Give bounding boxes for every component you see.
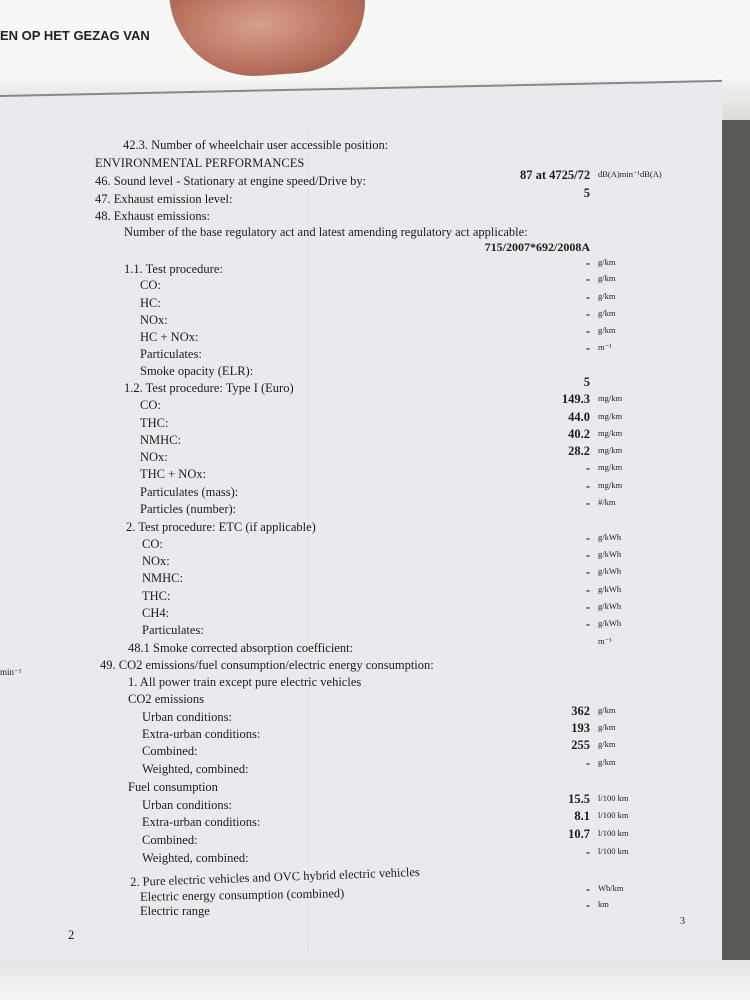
row-label: Weighted, combined: [142, 762, 249, 776]
row-label: CO: [140, 398, 161, 412]
row-unit: mg/km [598, 393, 623, 403]
row-value: 149.3 [561, 392, 590, 406]
page-fold [308, 131, 310, 951]
row-label: 42.3. Number of wheelchair user accessible position: [123, 138, 389, 152]
row-unit: g/kWh [598, 566, 622, 576]
row-unit: g/km [598, 308, 616, 318]
row-value: - [585, 898, 590, 912]
row-label: Electric energy consumption (combined) [139, 886, 345, 904]
row-value: 40.2 [568, 427, 590, 441]
row-value: 87 at 4725/72 [520, 168, 591, 182]
row-value: 28.2 [568, 444, 590, 458]
row-label: Combined: [142, 744, 198, 758]
row-label: CO: [140, 278, 161, 292]
row-label: CH4: [142, 606, 170, 620]
row-value: - [585, 565, 590, 579]
row-value: - [585, 324, 590, 338]
row-value: 193 [571, 721, 590, 735]
row-value: - [585, 882, 590, 896]
row-label: CO: [142, 537, 163, 551]
row-label: 1.2. Test procedure: Type I (Euro) [124, 381, 294, 395]
row-value: - [585, 845, 590, 859]
row-label: 2. Test procedure: ETC (if applicable) [126, 520, 316, 534]
row-unit: g/km [598, 325, 616, 335]
row-value: - [585, 272, 590, 286]
row-label: 1. All power train except pure electric vehicles [128, 675, 362, 689]
row-value: 15.5 [568, 792, 590, 806]
row-label: Fuel consumption [128, 780, 218, 794]
row-unit: g/km [598, 739, 616, 749]
row-label: NOx: [142, 554, 170, 568]
row-label: 2. Pure electric vehicles and OVC hybrid electric vehicles [129, 864, 420, 890]
row-label: ENVIRONMENTAL PERFORMANCES [95, 156, 305, 170]
row-value: - [585, 479, 590, 493]
row-label: THC: [142, 589, 171, 603]
page-number-left: 2 [68, 928, 75, 942]
row-label: Particles (number): [140, 502, 237, 516]
row-unit: g/km [598, 722, 616, 732]
row-value: - [585, 600, 590, 614]
row-unit: g/kWh [598, 584, 622, 594]
row-value: 10.7 [568, 827, 590, 841]
row-label: Combined: [142, 833, 198, 847]
row-unit: g/km [598, 291, 616, 301]
row-label: Extra-urban conditions: [142, 727, 261, 741]
row-label: HC: [140, 296, 161, 310]
row-label: THC: [140, 416, 169, 430]
row-value: - [585, 756, 590, 770]
row-label: 47. Exhaust emission level: [95, 192, 233, 206]
row-label: Particulates (mass): [140, 485, 239, 499]
row-label: CO2 emissions [128, 692, 205, 706]
row-unit: g/kWh [598, 601, 622, 611]
row-unit: g/km [598, 705, 616, 715]
row-label: NMHC: [142, 571, 183, 585]
row-label: Weighted, combined: [142, 851, 249, 865]
row-unit: g/kWh [598, 618, 622, 628]
row-label: Smoke opacity (ELR): [140, 364, 254, 378]
row-label: Electric range [140, 904, 210, 918]
row-value: - [585, 256, 590, 270]
row-unit: mg/km [598, 480, 623, 490]
row-value: 5 [583, 186, 590, 200]
row-unit: m⁻¹ [598, 342, 612, 352]
row-label: 48. Exhaust emissions: [95, 209, 210, 223]
row-label: 48.1 Smoke corrected absorption coefficient: [128, 641, 354, 655]
row-label: HC + NOx: [140, 330, 199, 344]
row-value: - [585, 583, 590, 597]
row-value: 715/2007*692/2008A [484, 240, 590, 254]
row-unit: mg/km [598, 428, 623, 438]
row-value: 8.1 [574, 809, 590, 823]
row-unit: l/100 km [598, 793, 629, 803]
row-value: - [585, 531, 590, 545]
row-value: - [585, 461, 590, 475]
row-label: Particulates: [140, 347, 202, 361]
row-label: Extra-urban conditions: [142, 815, 261, 829]
row-label: Urban conditions: [142, 710, 232, 724]
row-unit: dB(A)min⁻¹dB(A) [598, 169, 662, 179]
row-value: 44.0 [568, 410, 590, 424]
row-label: NOx: [140, 450, 168, 464]
row-value: - [585, 307, 590, 321]
page-number-right: 3 [680, 916, 685, 927]
row-unit: km [598, 899, 609, 909]
row-unit: #/km [598, 497, 616, 507]
row-unit: l/100 km [598, 846, 629, 856]
row-value: 5 [583, 375, 590, 389]
row-value: - [585, 341, 590, 355]
row-unit: g/km [598, 257, 616, 267]
header-fragment: EN OP HET GEZAG VAN [0, 28, 150, 43]
row-value: - [585, 290, 590, 304]
row-unit: mg/km [598, 445, 623, 455]
bottom-surface [0, 960, 750, 1000]
row-label: 46. Sound level - Stationary at engine speed/Drive by: [95, 174, 367, 188]
row-value: - [585, 496, 590, 510]
row-unit: mg/km [598, 462, 623, 472]
row-unit: g/km [598, 273, 616, 283]
row-label: THC + NOx: [140, 467, 207, 481]
row-label: Urban conditions: [142, 798, 232, 812]
row-unit: g/kWh [598, 532, 622, 542]
row-label: NOx: [140, 313, 168, 327]
row-unit: l/100 km [598, 828, 629, 838]
row-value: - [585, 617, 590, 631]
row-value: 362 [571, 704, 590, 718]
row-label: NMHC: [140, 433, 181, 447]
row-unit: m⁻¹ [598, 636, 612, 646]
row-unit: g/km [598, 757, 616, 767]
row-label: 49. CO2 emissions/fuel consumption/electric energy consumption: [100, 658, 434, 672]
row-label: Particulates: [142, 623, 204, 637]
left-edge-fragment: min⁻¹ [0, 667, 22, 677]
row-label: 1.1. Test procedure: [124, 262, 223, 276]
row-unit: g/kWh [598, 549, 622, 559]
row-unit: mg/km [598, 411, 623, 421]
row-unit: Wh/km [598, 883, 624, 893]
row-value: 255 [571, 738, 590, 752]
row-value: - [585, 548, 590, 562]
row-label: Number of the base regulatory act and latest amending regulatory act applicable: [124, 225, 528, 239]
row-unit: l/100 km [598, 810, 629, 820]
